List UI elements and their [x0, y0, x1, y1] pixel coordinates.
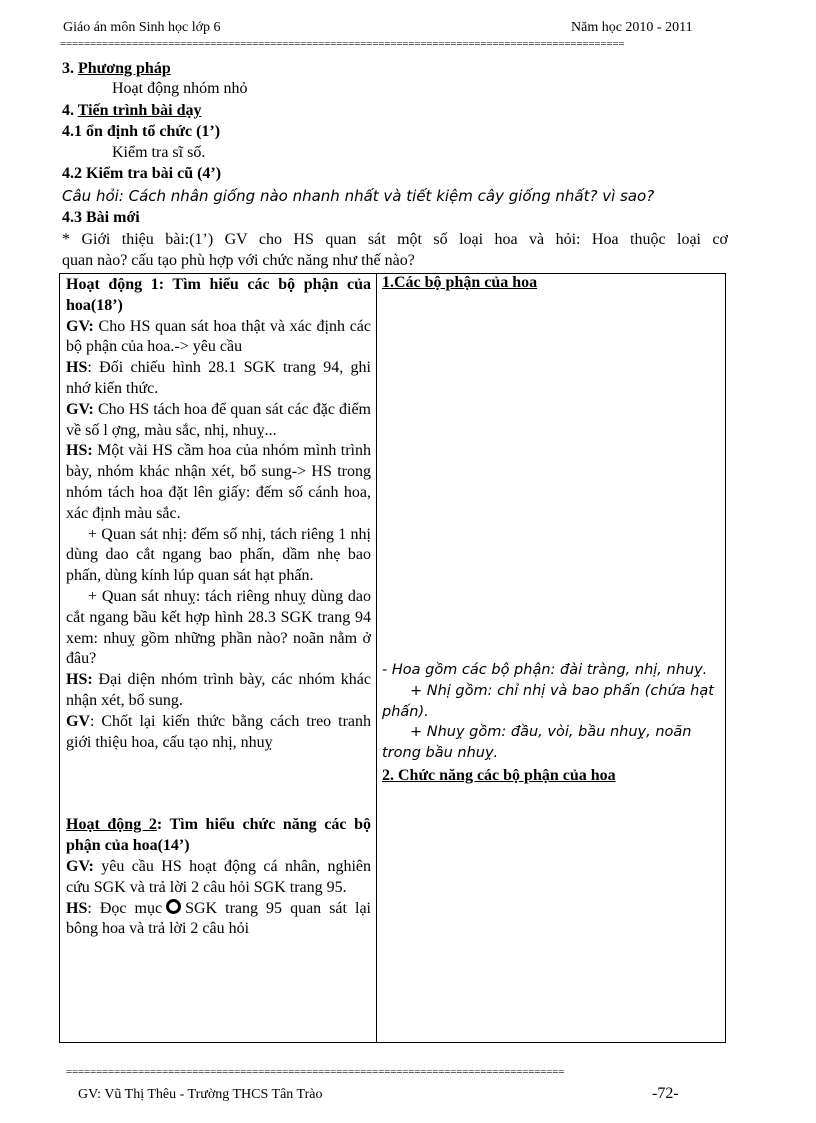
section-4-heading: 4. Tiến trình bài dạy — [62, 102, 202, 119]
activity-1-title: Hoạt động 1: Tìm hiểu các bộ phận của hoa(18’) — [66, 276, 371, 314]
intro-line-1: * Giới thiệu bài:(1’) GV cho HS quan sát một số loại hoa và hỏi: Hoa thuộc loại cơ — [62, 231, 728, 248]
page-number: -72- — [652, 1085, 679, 1102]
section-3-heading: 3. Phương pháp — [62, 60, 171, 77]
activity-paragraph: HS: Đọc mục SGK trang 95 quan sát lại bông hoa và trả lời 2 câu hỏi — [66, 899, 372, 938]
footer-separator: =================================================================================== — [66, 1066, 565, 1078]
content-paragraph: - Hoa gồm các bộ phận: đài tràng, nhị, nhuỵ. — [382, 662, 708, 678]
intro-line-2: quan nào? cấu tạo phù hợp với chức năng như thế nào? — [62, 252, 415, 269]
spacer — [66, 753, 371, 815]
section-4-3-heading: 4.3 Bài mới — [62, 209, 140, 226]
activity-paragraph: HS: Đối chiếu hình 28.1 SGK trang 94, ghi nhớ kiến thức. — [66, 359, 371, 397]
footer-author: GV: Vũ Thị Thêu - Trường THCS Tân Trào — [78, 1087, 323, 1102]
activity-paragraph: GV: Cho HS quan sát hoa thật và xác định các bộ phận của hoa.-> yêu cầu — [66, 317, 371, 356]
section-3-text: Hoạt động nhóm nhỏ — [112, 80, 248, 97]
activity-2-title: Hoạt động 2: Tìm hiểu chức năng các bộ phận của hoa(14’) — [66, 816, 371, 855]
activity-paragraph: + Quan sát nhuỵ: tách riêng nhuỵ dùng dao cắt ngang bầu kết hợp hình 28.3 SGK trang 94 xem: nhuỵ gồm những phần nào? noãn nằm ở đâu? — [66, 587, 371, 668]
activity-paragraph: HS: Đại diện nhóm trình bày, các nhóm khác nhận xét, bổ sung. — [66, 671, 371, 709]
header-year: Năm học 2010 - 2011 — [571, 20, 693, 35]
section-4-2-question: Câu hỏi: Cách nhân giống nào nhanh nhất và tiết kiệm cây giống nhất? vì sao? — [62, 187, 655, 205]
activity-paragraph: GV: Cho HS tách hoa để quan sát các đặc điểm về số l ợng, màu sắc, nhị, nhuỵ... — [66, 400, 371, 439]
content-paragraph: + Nhị gồm: chỉ nhị và bao phấn (chứa hạt phấn). — [382, 682, 714, 720]
section-4-2-heading: 4.2 Kiểm tra bài cũ (4’) — [62, 165, 222, 182]
content-column — [382, 660, 722, 787]
content-heading-1: 1.Các bộ phận của hoa — [382, 274, 538, 291]
content-heading-2: 2. Chức năng các bộ phận của hoa — [382, 766, 616, 784]
activity-paragraph: HS: Một vài HS cầm hoa của nhóm mình trình bày, nhóm khác nhận xét, bổ sung-> HS trong nhóm tách hoa đặt lên giấy: đếm số cánh hoa, xác định màu sắc. — [66, 442, 371, 522]
section-4-1-heading: 4.1 ổn định tổ chức (1’) — [62, 123, 221, 140]
header-title: Giáo án môn Sinh học lớp 6 — [63, 20, 221, 35]
table-column-divider — [376, 273, 377, 1043]
circle-icon — [166, 899, 181, 914]
activity-paragraph: + Quan sát nhị: đếm số nhị, tách riêng 1 nhị dùng dao cắt ngang bao phấn, dầm nhẹ bao phấn, dùng kính lúp quan sát hạt phấn. — [66, 525, 371, 585]
section-4-1-text: Kiểm tra sĩ số. — [112, 144, 206, 161]
teacher-activities-column — [66, 275, 371, 940]
activity-paragraph: GV: Chốt lại kiến thức bằng cách treo tranh giới thiệu hoa, cấu tạo nhị, nhuỵ — [66, 712, 371, 751]
header-separator: ============================================================================================== — [60, 38, 625, 50]
content-paragraph: + Nhuỵ gồm: đầu, vòi, bầu nhuỵ, noãn trong bầu nhuỵ. — [382, 724, 692, 762]
activity-paragraph: GV: yêu cầu HS hoạt động cá nhân, nghiên cứu SGK và trả lời 2 câu hỏi SGK trang 95. — [66, 857, 371, 896]
